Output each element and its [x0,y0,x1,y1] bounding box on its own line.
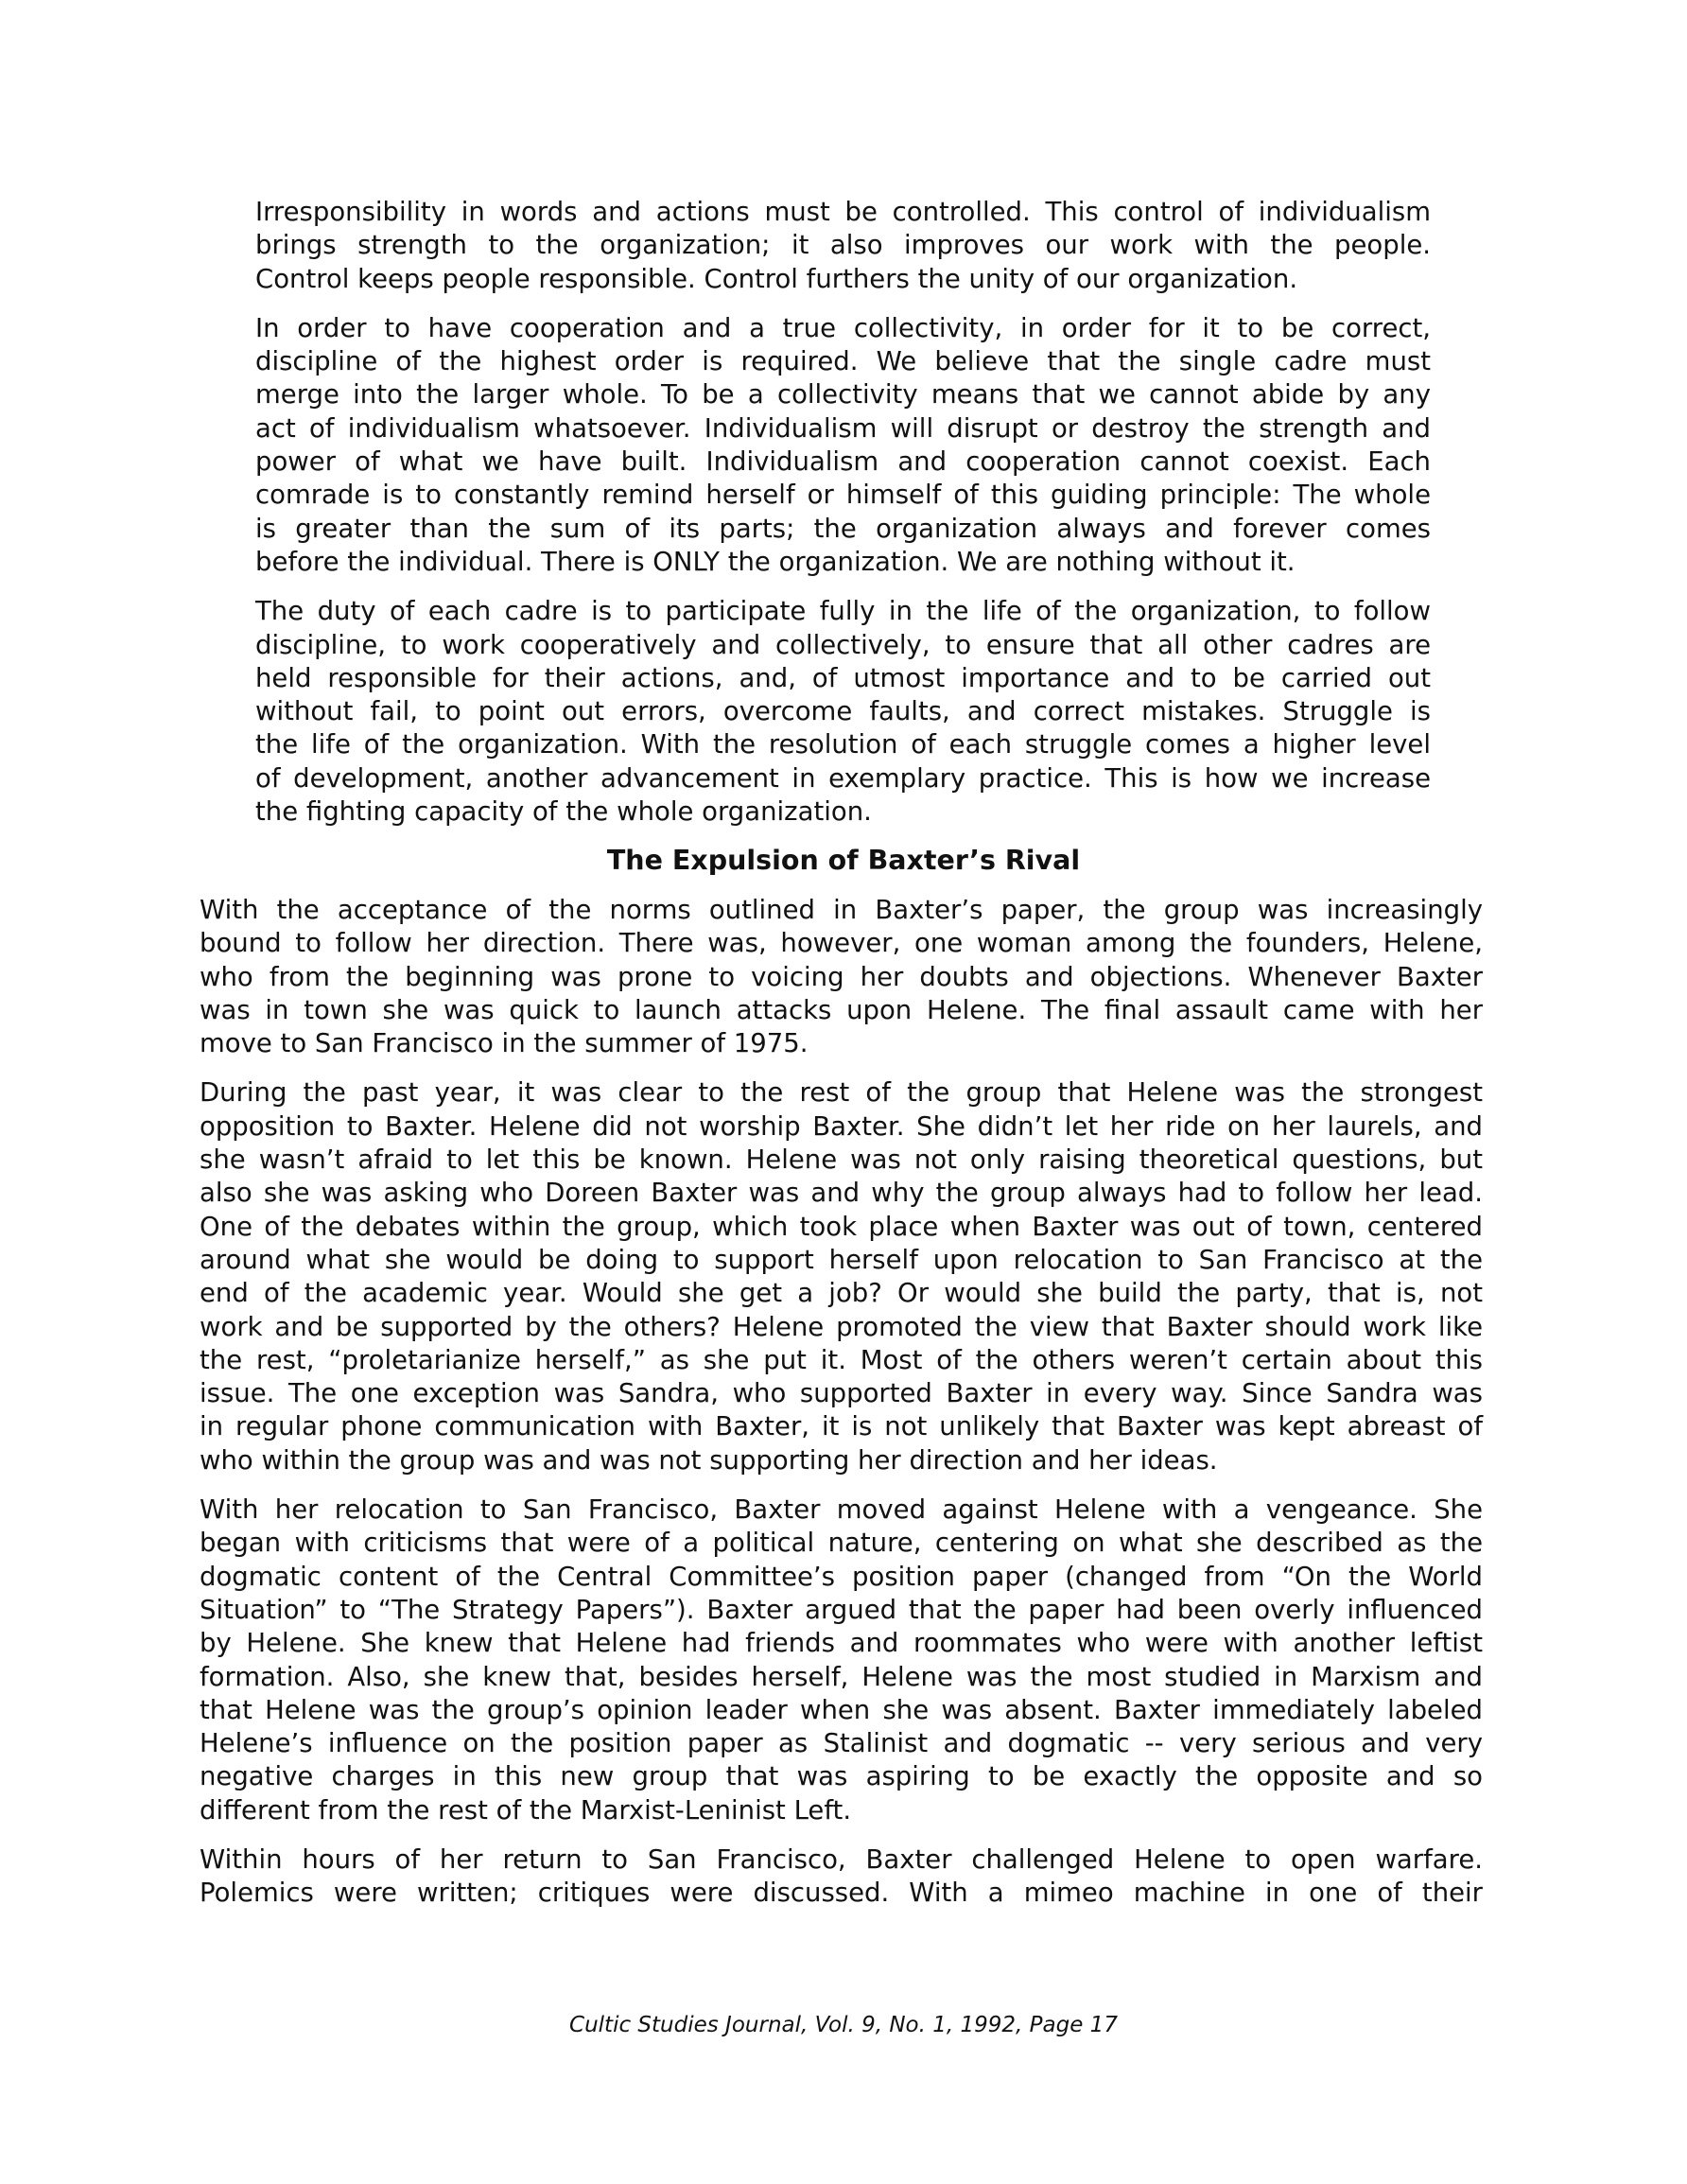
text-line: discipline, to work cooperatively and collectively, to ensure that all other cadres are [255,629,1431,660]
body-paragraph-3 [200,1494,1483,1827]
text-line: discipline of the highest order is required. We believe that the single cadre must [255,346,1431,377]
text-line: negative charges in this new group that was aspiring to be exactly the opposite and so [200,1761,1483,1792]
text-line: merge into the larger whole. To be a collectivity means that we cannot abide by any [255,379,1431,411]
text-line: work and be supported by the others? Helene promoted the view that Baxter should work like [200,1311,1483,1342]
text-line: that Helene was the group’s opinion leader when she was absent. Baxter immediately labeled [200,1694,1483,1725]
text-line: is greater than the sum of its parts; the organization always and forever comes [255,513,1431,544]
text-line: issue. The one exception was Sandra, who supported Baxter in every way. Since Sandra was [200,1378,1483,1409]
text-line: The duty of each cadre is to participate fully in the life of the organization, to follow [255,596,1431,627]
text-line: With her relocation to San Francisco, Baxter moved against Helene with a vengeance. She [200,1494,1483,1526]
block-quote [255,196,1431,829]
text-line: act of individualism whatsoever. Individualism will disrupt or destroy the strength and [255,412,1431,444]
text-line: Polemics were written; critiques were discussed. With a mimeo machine in one of their [200,1878,1483,1909]
text-line: held responsible for their actions, and, of utmost importance and to be carried out [255,662,1431,693]
text-line: brings strength to the organization; it also improves our work with the people. [255,230,1431,261]
quote-paragraph-3 [255,595,1431,829]
text-line: of development, another advancement in exemplary practice. This is how we increase [255,762,1431,794]
text-line: With the acceptance of the norms outlined in Baxter’s paper, the group was increasingly [200,895,1483,925]
text-line: before the individual. There is ONLY the organization. We are nothing without it. [255,546,1296,577]
text-line: was in town she was quick to launch attacks upon Helene. The final assault came with her [200,994,1483,1025]
text-line: Situation” to “The Strategy Papers”). Baxter argued that the paper had been overly influenced [200,1594,1483,1625]
text-line: One of the debates within the group, which took place when Baxter was out of town, centered [200,1211,1483,1242]
text-line: end of the academic year. Would she get a job? Or would she build the party, that is, not [200,1278,1483,1309]
text-line: who from the beginning was prone to voicing her doubts and objections. Whenever Baxter [200,961,1483,992]
quote-paragraph-1 [255,196,1431,296]
body-text [200,894,1483,1911]
text-line: bound to follow her direction. There was, however, one woman among the founders, Helene, [200,928,1483,959]
text-line: formation. Also, she knew that, besides herself, Helene was the most studied in Marxism and [200,1661,1483,1692]
page-footer: Cultic Studies Journal, Vol. 9, No. 1, 1992, Page 17 [569,2013,1118,2037]
text-line: power of what we have built. Individualism and cooperation cannot coexist. Each [255,446,1431,478]
text-line: around what she would be doing to support herself upon relocation to San Francisco at the [200,1244,1483,1275]
text-line: different from the rest of the Marxist-Leninist Left. [200,1794,852,1826]
text-line: Helene’s influence on the position paper as Stalinist and dogmatic -- very serious and very [200,1728,1483,1759]
text-line: opposition to Baxter. Helene did not worship Baxter. She didn’t let her ride on her laurels, and [200,1110,1483,1142]
text-line: without fail, to point out errors, overcome faults, and correct mistakes. Struggle is [255,696,1431,727]
text-line: the life of the organization. With the resolution of each struggle comes a higher level [255,729,1431,760]
text-line: move to San Francisco in the summer of 1975. [200,1028,809,1059]
text-line: the rest, “proletarianize herself,” as she put it. Most of the others weren’t certain about this [200,1344,1483,1375]
text-line: by Helene. She knew that Helene had friends and roommates who were with another leftist [200,1628,1483,1659]
text-line: In order to have cooperation and a true collectivity, in order for it to be correct, [255,312,1431,343]
text-line: began with criticisms that were of a political nature, centering on what she described as the [200,1528,1483,1559]
text-line: also she was asking who Doreen Baxter was and why the group always had to follow her lead. [200,1178,1483,1209]
text-line: in regular phone communication with Baxter, it is not unlikely that Baxter was kept abreast of [200,1411,1483,1442]
text-line: comrade is to constantly remind herself or himself of this guiding principle: The whole [255,480,1431,511]
text-line: who within the group was and was not supporting her direction and her ideas. [200,1444,1218,1476]
text-line: dogmatic content of the Central Committee’s position paper (changed from “On the World [200,1561,1483,1592]
text-line: Irresponsibility in words and actions must be controlled. This control of individualism [255,197,1431,227]
text-line: Control keeps people responsible. Control furthers the unity of our organization. [255,263,1298,294]
text-line: During the past year, it was clear to the rest of the group that Helene was the strongest [200,1077,1483,1109]
body-paragraph-2 [200,1076,1483,1477]
text-line: she wasn’t afraid to let this be known. Helene was not only raising theoretical questions, but [200,1144,1483,1176]
quote-paragraph-2 [255,312,1431,579]
text-line: Within hours of her return to San Francisco, Baxter challenged Helene to open warfare. [200,1844,1483,1876]
text-line: the fighting capacity of the whole organization. [255,796,872,828]
section-heading: The Expulsion of Baxter’s Rival [606,845,1081,876]
body-paragraph-4 [200,1843,1483,1911]
body-paragraph-1 [200,894,1483,1060]
